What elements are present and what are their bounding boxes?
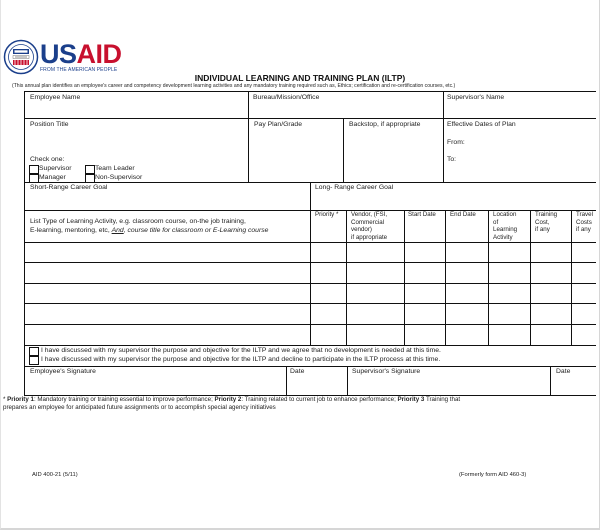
short-range-goal-label: Short-Range Career Goal [30,184,108,191]
location-cell[interactable] [488,285,530,305]
table-rule [443,91,444,182]
travel-cost-cell[interactable] [571,244,594,264]
form-number: AID 400-21 (5/11) [32,472,78,478]
end-date-cell[interactable] [445,305,488,325]
start-date-cell[interactable] [404,264,445,284]
header-line: Training [535,211,558,218]
brand-aid: AID [76,39,122,69]
training-cost-cell[interactable] [530,264,571,284]
activity-cell[interactable] [26,244,310,264]
start-date-column-header: Start Date [408,211,436,218]
decline-participation-checkbox[interactable] [29,356,39,365]
supervisor-signature-field[interactable] [349,377,548,394]
activity-cell[interactable] [26,305,310,325]
brand-tagline: FROM THE AMERICAN PEOPLE [40,67,118,73]
start-date-cell[interactable] [404,244,445,264]
position-title-field[interactable] [26,130,246,154]
team-leader-checkbox[interactable] [85,165,95,174]
non-supervisor-option-label: Non-Supervisor [95,174,143,181]
activity-cell[interactable] [26,326,310,346]
note-text: Training that [424,396,461,403]
formerly-form-number: (Formerly form AID 460-3) [459,472,527,478]
table-rule [24,366,596,367]
end-date-cell[interactable] [445,244,488,264]
non-supervisor-checkbox[interactable] [85,174,95,183]
header-line: of [493,218,499,226]
instructions-text: , course title for classroom or E-Learning course [123,227,269,234]
pay-plan-field[interactable] [250,130,341,180]
vendor-cell[interactable] [346,326,404,346]
activity-instructions-line2 [30,227,268,235]
travel-cost-cell[interactable] [571,285,594,305]
training-cost-cell[interactable] [530,244,571,264]
effective-dates-label: Effective Dates of Plan [447,121,516,128]
usaid-wordmark [40,40,122,68]
supervisor-option-label: Supervisor [39,165,72,172]
page-subtitle: (This annual plan identifies an employee's career and competency development learning activities and any mandatory training required such as, Ethics; certification and re-certification courses, etc.) [12,83,456,89]
instructions-text: E-learning, mentoring, etc, [30,227,112,234]
no-development-needed-label: I have discussed with my supervisor the purpose and objective for the ILTP and we agree that no development is needed at this time. [41,347,441,354]
start-date-cell[interactable] [404,285,445,305]
header-line: Location [493,211,517,218]
table-rule [248,91,249,182]
table-rule [24,91,25,395]
supervisor-date-field[interactable] [552,377,594,394]
travel-cost-cell[interactable] [571,264,594,284]
priority-notes-line2: prepares an employee for anticipated future assignments or to accomplish special agency initiatives [3,404,276,411]
employee-signature-label: Employee's Signature [30,368,96,375]
activity-instructions-line1: List Type of Learning Activity, e.g. classroom course, on-the job training, [30,218,246,225]
supervisor-checkbox[interactable] [29,165,39,174]
header-line: vendor) [351,226,372,234]
table-rule [24,118,596,119]
priority-cell[interactable] [310,264,346,284]
manager-checkbox[interactable] [29,174,39,183]
header-line: Commercial [351,218,385,226]
travel-cost-cell[interactable] [571,326,594,346]
note-text: : Training related to current job to enhance performance; [241,396,398,403]
employee-name-field[interactable] [26,103,246,117]
manager-option-label: Manager [39,174,66,181]
decline-participation-label: I have discussed with my supervisor the purpose and objective for the ILTP and decline to participate in the ILTP process at this time. [41,356,441,363]
usaid-seal-icon [3,39,39,75]
table-rule [347,366,348,395]
location-cell[interactable] [488,305,530,325]
supervisor-date-label: Date [556,368,571,375]
supervisor-name-label: Supervisor's Name [447,94,505,101]
employee-date-label: Date [290,368,305,375]
travel-cost-column-header [576,211,596,234]
table-rule [24,91,596,92]
start-date-cell[interactable] [404,326,445,346]
table-rule [343,118,344,182]
vendor-column-header [351,211,387,241]
priority-cell[interactable] [310,244,346,264]
instructions-and: And [111,227,124,234]
employee-name-label: Employee Name [30,94,81,101]
short-range-goal-field[interactable] [26,193,308,209]
long-range-goal-field[interactable] [312,193,594,209]
note-text: * [3,396,8,403]
backstop-label: Backstop, if appropriate [349,121,421,128]
end-date-cell[interactable] [445,285,488,305]
supervisor-signature-label: Supervisor's Signature [352,368,421,375]
brand-us: US [40,39,77,69]
activity-cell[interactable] [26,264,310,284]
pay-plan-label: Pay Plan/Grade [254,121,302,128]
position-title-label: Position Title [30,121,69,128]
end-date-cell[interactable] [445,264,488,284]
end-date-column-header: End Date [450,211,476,218]
end-date-cell[interactable] [445,326,488,346]
header-line: if appropriate [351,233,388,241]
bureau-field[interactable] [250,103,441,117]
location-column-header [493,211,517,241]
page-title: INDIVIDUAL LEARNING AND TRAINING PLAN (ILTP) [194,73,406,83]
header-line: Costs [576,218,592,226]
header-line: if any [576,226,591,234]
team-leader-option-label: Team Leader [95,165,135,172]
training-cost-column-header [535,211,557,234]
vendor-cell[interactable] [346,264,404,284]
priority-column-header: Priority * [315,211,339,218]
training-cost-cell[interactable] [530,305,571,325]
priority-cell[interactable] [310,305,346,325]
employee-date-field[interactable] [288,377,345,394]
priority-1-label: Priority 1 [7,396,34,403]
priority-cell[interactable] [310,326,346,346]
bureau-label: Bureau/Mission/Office [253,94,320,101]
no-development-needed-checkbox[interactable] [29,347,39,356]
to-label: To: [447,156,457,163]
priority-notes-line1 [3,396,460,404]
long-range-goal-label: Long- Range Career Goal [315,184,394,191]
vendor-cell[interactable] [346,244,404,264]
employee-signature-field[interactable] [26,377,284,394]
start-date-cell[interactable] [404,305,445,325]
table-rule [286,366,287,395]
header-line: Cost, [535,218,550,226]
priority-cell[interactable] [310,285,346,305]
to-date-field[interactable] [462,154,593,164]
check-one-label: Check one: [30,156,65,163]
location-cell[interactable] [488,244,530,264]
vendor-cell[interactable] [346,305,404,325]
activity-table-body [26,244,594,344]
training-cost-cell[interactable] [530,285,571,305]
vendor-cell[interactable] [346,285,404,305]
training-cost-cell[interactable] [530,326,571,346]
travel-cost-cell[interactable] [571,305,594,325]
location-cell[interactable] [488,326,530,346]
header-line: Vendor, (FSI, [351,211,388,218]
header-line: Activity [493,233,513,241]
location-cell[interactable] [488,264,530,284]
header-line: Travel [576,211,593,218]
priority-2-label: Priority 2 [214,396,242,403]
table-rule [550,366,551,395]
activity-cell[interactable] [26,285,310,305]
note-text: : Mandatory training or training essential to improve performance; [33,396,215,403]
priority-3-label: Priority 3 [397,396,425,403]
backstop-field[interactable] [345,130,441,180]
header-line: Learning [493,226,518,234]
supervisor-name-field[interactable] [445,103,595,117]
from-label: From: [447,139,465,146]
from-date-field[interactable] [468,137,593,147]
header-line: if any [535,226,550,234]
